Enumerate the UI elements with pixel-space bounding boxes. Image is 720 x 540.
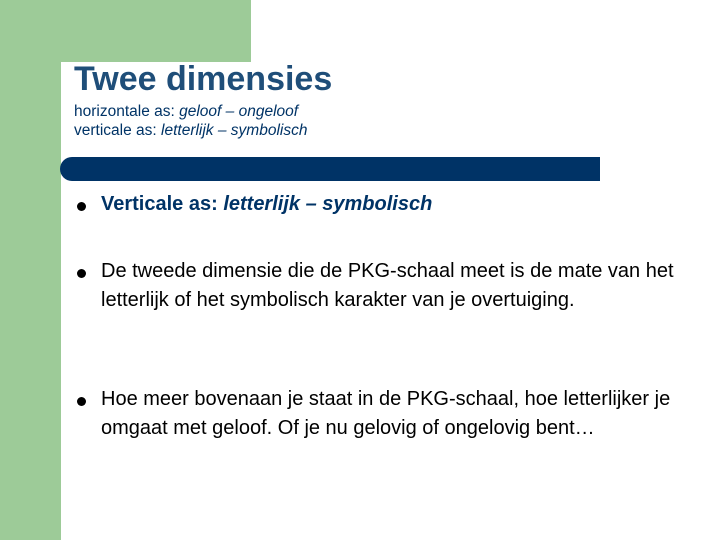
bullet-dot-icon	[77, 269, 86, 278]
bullet-dot-icon	[77, 397, 86, 406]
slide-title: Twee dimensies	[74, 60, 333, 98]
bullet-text-pkg-scale: Hoe meer bovenaan je staat in de PKG-schaal, hoe letterlijker je omgaat met geloof. Of je nu gelovig of ongelovig bent…	[101, 388, 671, 439]
subtitle-horizontal-emphasis: geloof – ongeloof	[179, 103, 299, 120]
bullet-text-second-dimension: De tweede dimensie die de PKG-schaal meet is de mate van het letterlijk of het symbolisch karakter van je overtuiging.	[101, 260, 674, 311]
subtitle-vertical-prefix: verticale as:	[74, 122, 162, 139]
decor-green-left	[0, 0, 61, 540]
subtitle-horizontal-axis	[74, 103, 298, 121]
subtitle-horizontal-prefix: horizontale as:	[74, 103, 180, 120]
title-divider-bar	[60, 157, 600, 181]
bullet-prefix: Verticale as:	[101, 193, 224, 215]
bullet-text-vertical-axis	[101, 190, 675, 219]
bullet-emphasis: letterlijk – symbolisch	[223, 193, 433, 215]
bullet-dot-icon	[77, 202, 86, 211]
subtitle-vertical-axis	[74, 122, 307, 140]
decor-green-top	[0, 0, 251, 62]
subtitle-vertical-emphasis: letterlijk – symbolisch	[161, 122, 308, 139]
